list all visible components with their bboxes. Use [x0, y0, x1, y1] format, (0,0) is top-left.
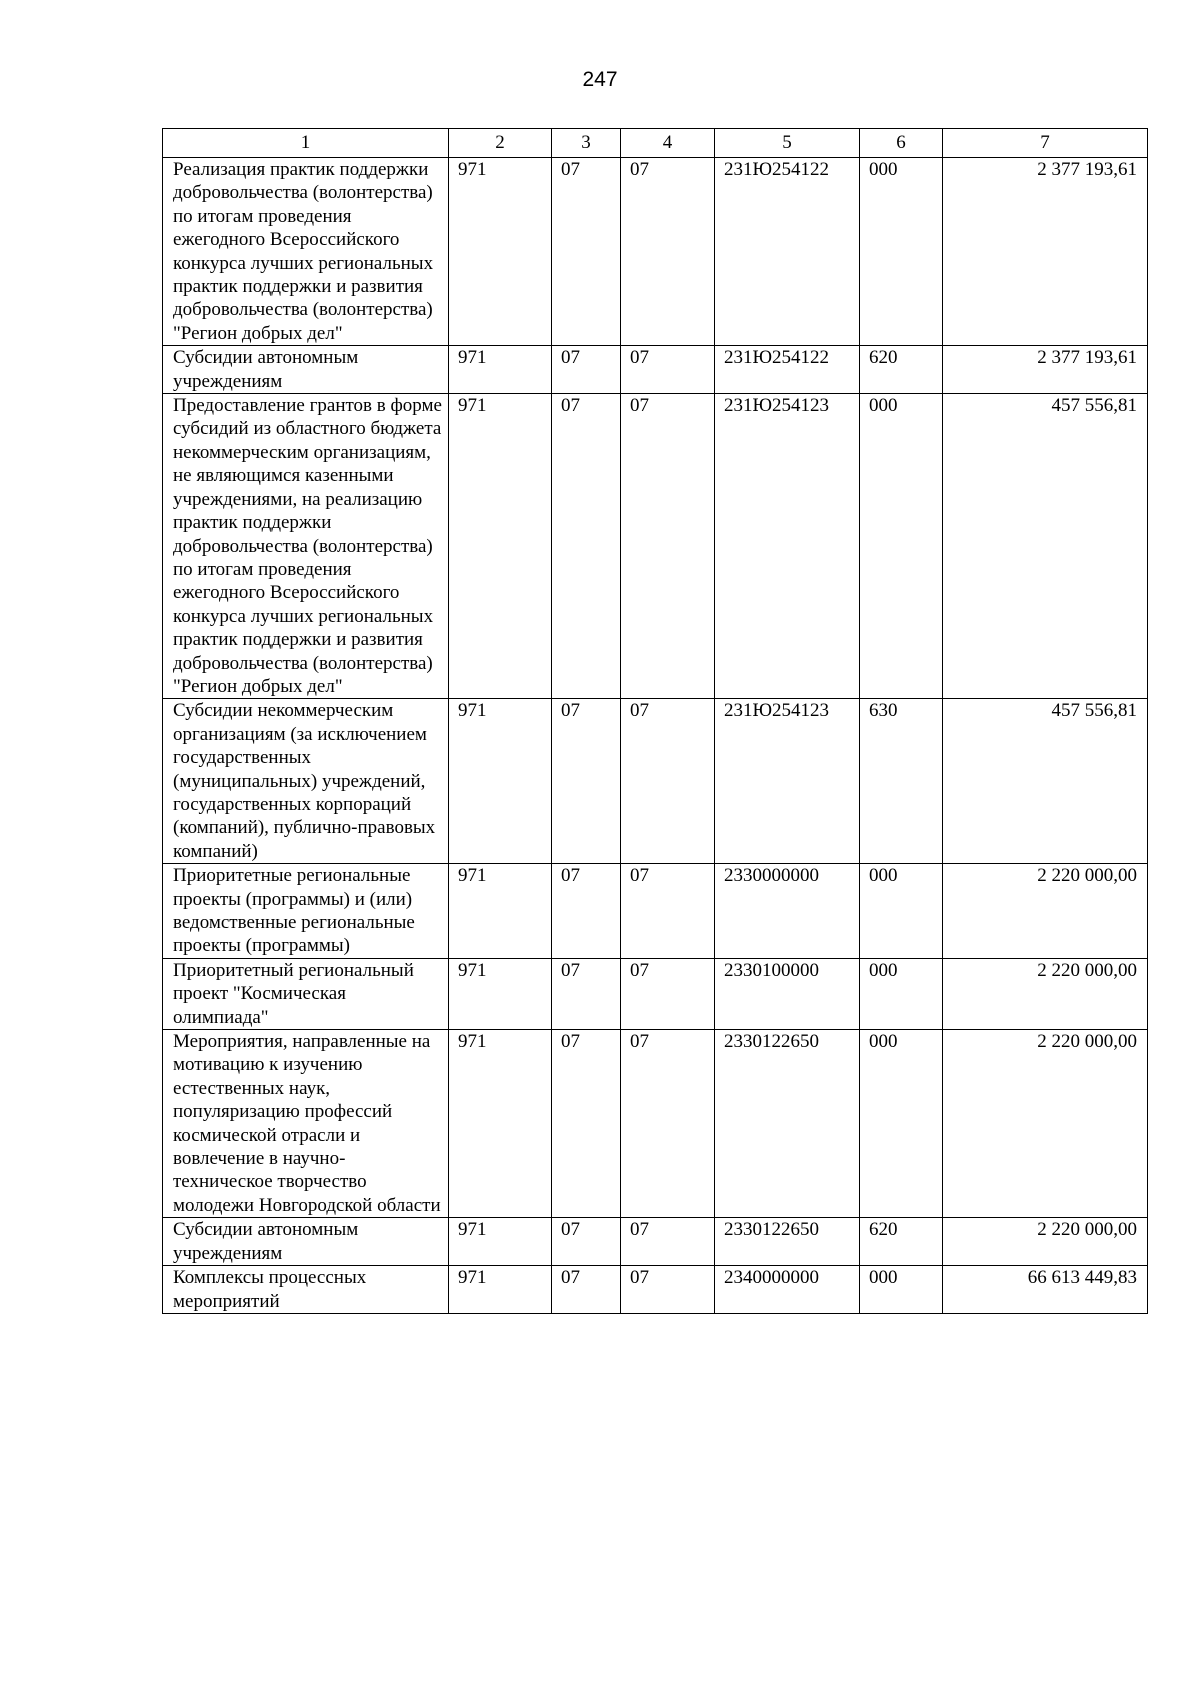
row-name-cell: Субсидии автономным учреждениям — [163, 346, 449, 394]
expense-type-cell: 000 — [860, 1266, 943, 1314]
grbs-cell: 971 — [449, 1266, 552, 1314]
expense-type-cell: 000 — [860, 394, 943, 699]
row-name-cell: Приоритетные региональные проекты (программы) и (или) ведомственные региональные проекты (программы) — [163, 864, 449, 959]
table-row — [163, 864, 1148, 959]
table-row — [163, 394, 1148, 699]
expense-type-cell: 000 — [860, 958, 943, 1029]
section-cell: 07 — [552, 394, 621, 699]
target-article-cell: 231Ю254122 — [715, 346, 860, 394]
grbs-cell: 971 — [449, 864, 552, 959]
grbs-cell: 971 — [449, 958, 552, 1029]
section-cell: 07 — [552, 1218, 621, 1266]
section-cell: 07 — [552, 864, 621, 959]
column-header: 7 — [943, 129, 1148, 158]
column-header: 4 — [621, 129, 715, 158]
row-name-cell: Субсидии некоммерческим организациям (за исключением государственных (муниципальных) учреждений, государственных корпораций (компаний), публично-правовых компаний) — [163, 699, 449, 864]
section-cell: 07 — [552, 958, 621, 1029]
page-number: 247 — [582, 68, 618, 91]
header-row — [163, 129, 1148, 158]
grbs-cell: 971 — [449, 346, 552, 394]
row-name-cell: Субсидии автономным учреждениям — [163, 1218, 449, 1266]
target-article-cell: 2330000000 — [715, 864, 860, 959]
row-name-cell: Реализация практик поддержки добровольчества (волонтерства) по итогам проведения ежегодного Всероссийского конкурса лучших региональных практик поддержки и развития добровольчества (волонтерства) "Регион добрых дел" — [163, 158, 449, 346]
amount-cell: 2 377 193,61 — [943, 346, 1148, 394]
table-row — [163, 1030, 1148, 1218]
section-cell: 07 — [552, 699, 621, 864]
target-article-cell: 2330122650 — [715, 1030, 860, 1218]
expense-type-cell: 630 — [860, 699, 943, 864]
table-row — [163, 958, 1148, 1029]
grbs-cell: 971 — [449, 699, 552, 864]
grbs-cell: 971 — [449, 1218, 552, 1266]
subsection-cell: 07 — [621, 958, 715, 1029]
column-header: 6 — [860, 129, 943, 158]
section-cell: 07 — [552, 158, 621, 346]
target-article-cell: 2330100000 — [715, 958, 860, 1029]
amount-cell: 457 556,81 — [943, 699, 1148, 864]
subsection-cell: 07 — [621, 346, 715, 394]
amount-cell: 2 220 000,00 — [943, 1030, 1148, 1218]
expense-type-cell: 620 — [860, 346, 943, 394]
budget-table — [162, 128, 1148, 1314]
column-header: 1 — [163, 129, 449, 158]
grbs-cell: 971 — [449, 158, 552, 346]
expense-type-cell: 000 — [860, 864, 943, 959]
table-row — [163, 158, 1148, 346]
target-article-cell: 2340000000 — [715, 1266, 860, 1314]
target-article-cell: 231Ю254123 — [715, 699, 860, 864]
row-name-cell: Предоставление грантов в форме субсидий из областного бюджета некоммерческим организациям, не являющимся казенными учреждениями, на реализацию практик поддержки добровольчества (волонтерства) по итогам проведения ежегодного Всероссийского конкурса лучших региональных практик поддержки и развития добровольчества (волонтерства) "Регион добрых дел" — [163, 394, 449, 699]
amount-cell: 66 613 449,83 — [943, 1266, 1148, 1314]
subsection-cell: 07 — [621, 1266, 715, 1314]
table-row — [163, 1266, 1148, 1314]
section-cell: 07 — [552, 1030, 621, 1218]
column-header: 3 — [552, 129, 621, 158]
row-name-cell: Мероприятия, направленные на мотивацию к изучению естественных наук, популяризацию профессий космической отрасли и вовлечение в научно-техническое творчество молодежи Новгородской области — [163, 1030, 449, 1218]
subsection-cell: 07 — [621, 158, 715, 346]
amount-cell: 2 220 000,00 — [943, 958, 1148, 1029]
target-article-cell: 231Ю254123 — [715, 394, 860, 699]
column-header: 5 — [715, 129, 860, 158]
grbs-cell: 971 — [449, 1030, 552, 1218]
grbs-cell: 971 — [449, 394, 552, 699]
amount-cell: 2 377 193,61 — [943, 158, 1148, 346]
table-row — [163, 346, 1148, 394]
subsection-cell: 07 — [621, 394, 715, 699]
subsection-cell: 07 — [621, 1030, 715, 1218]
amount-cell: 2 220 000,00 — [943, 1218, 1148, 1266]
column-header: 2 — [449, 129, 552, 158]
amount-cell: 2 220 000,00 — [943, 864, 1148, 959]
section-cell: 07 — [552, 346, 621, 394]
section-cell: 07 — [552, 1266, 621, 1314]
subsection-cell: 07 — [621, 699, 715, 864]
expense-type-cell: 000 — [860, 158, 943, 346]
subsection-cell: 07 — [621, 864, 715, 959]
subsection-cell: 07 — [621, 1218, 715, 1266]
target-article-cell: 2330122650 — [715, 1218, 860, 1266]
target-article-cell: 231Ю254122 — [715, 158, 860, 346]
row-name-cell: Комплексы процессных мероприятий — [163, 1266, 449, 1314]
table-row — [163, 1218, 1148, 1266]
expense-type-cell: 000 — [860, 1030, 943, 1218]
amount-cell: 457 556,81 — [943, 394, 1148, 699]
table-row — [163, 699, 1148, 864]
row-name-cell: Приоритетный региональный проект "Космическая олимпиада" — [163, 958, 449, 1029]
expense-type-cell: 620 — [860, 1218, 943, 1266]
